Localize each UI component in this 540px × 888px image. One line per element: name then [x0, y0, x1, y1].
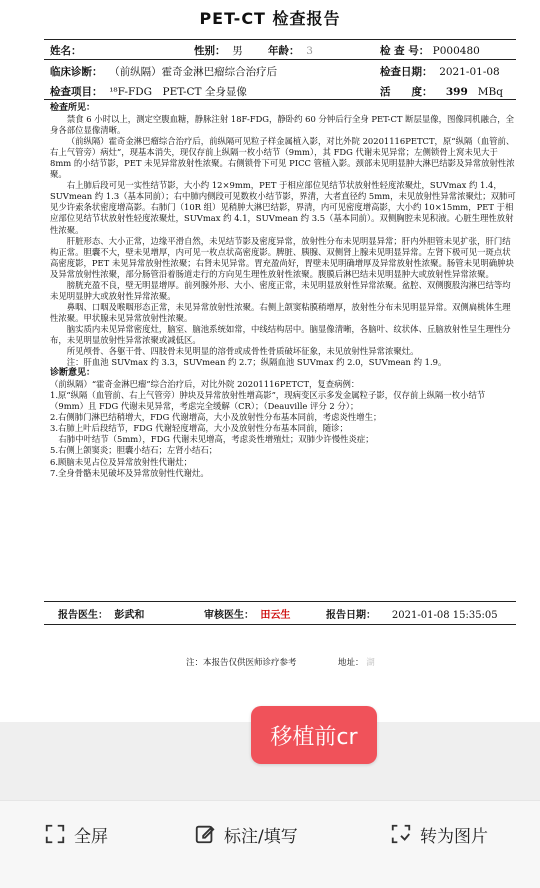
divider	[44, 59, 516, 60]
fullscreen-label: 全屏	[74, 826, 108, 847]
diagnosis-line: 5.右侧上颌窦炎；胆囊小结石；左肾小结石；	[50, 445, 218, 456]
diagnosis-line: 6.顾脑未见占位及异常放射性代谢灶；	[50, 456, 192, 467]
annotate-label: 标注/填写	[224, 826, 298, 847]
divider	[44, 99, 516, 100]
diagnosis-field: 临床诊断： （前纵隔）霍奇金淋巴瘤综合治疗后	[50, 66, 278, 78]
activity-field: 活 度： 399 MBq	[380, 86, 503, 98]
reporter-field: 报告医生： 彭武和	[58, 610, 145, 621]
divider	[44, 601, 516, 602]
diagnosis-line: 7.全身骨骼未见破坏及异常放射性代谢灶。	[50, 467, 209, 478]
diagnosis-line: 1.原“纵隔（血管前、右上气管旁）肿块及异常放射性增高影”，现病变区示多发金属粒子影，仅存前上纵隔一枚小结节（9mm）且 FDG 代谢未见异常，考虑完全缓解（CR）；（Deauville 评分 2 分）；	[50, 390, 486, 412]
fullscreen-icon	[44, 823, 66, 845]
fullscreen-button[interactable]	[44, 821, 108, 847]
diagnosis-line: 2.右侧肺门淋巴结稍增大，FDG 代谢增高，大小及放射性分布基本同前，考虑炎性增生；	[50, 412, 382, 423]
finding-paragraph: 右上肺后段可见一实性结节影，大小约 12×9mm，PET 于相应部位见结节状放射性轻度浓聚灶，SUVmax 约 1.4，SUVmean 约 1.3（基本同前）；右中肺内侧段可见数枚小结节影，界清，大者直径约 5mm，未见放射性异常浓聚灶；双肺可见少许索条状密度增高影。右肺门（10R 组）见稍肿大淋巴结影，界清，内可见密度增高影，大小约 10×15mm，PET 于相应部位见结节状放射性轻度浓聚灶，SUVmax 约 4.1，SUVmean 约 3.5（基本同前）。双侧胸腔未见积液。心脏生理性放射性浓聚。	[50, 180, 516, 235]
exam-no-field: 检 查 号： P000480	[380, 45, 480, 57]
annotate-button[interactable]	[194, 821, 298, 847]
age-field: 年龄： 3	[268, 45, 313, 57]
report-body	[50, 103, 516, 479]
finding-paragraph: （前纵隔）霍奇金淋巴瘤综合治疗后，前纵隔可见粒子样金属植入影，对比外院 20201116PETCT，原“纵隔（血管前、右上气管旁）病灶”，现基本消失，现仅存前上纵隔一枚小结节（9mm），其 FDG 代谢未见异常；左侧锁骨上窝未见大于 8mm 的小结节影，PET 未见异常放射性浓聚。右侧锁骨下可见 PICC 管植入影。颈部未见明显肿大淋巴结影及异常放射性浓聚。	[50, 136, 515, 180]
report-date-field: 报告日期： 2021-01-08 15:35:05	[326, 610, 498, 621]
findings-title: 检查所见：	[50, 103, 96, 113]
to-image-label: 转为图片	[420, 826, 488, 847]
diagnosis-line: 右肺中叶结节（5mm），FDG 代谢未见增高，考虑炎性增殖灶；双肺少许慢性炎症；	[50, 434, 374, 445]
exam-item-field: 检查项目： ¹⁸F-FDG PET-CT 全身显像	[50, 86, 247, 98]
finding-paragraph: 肝脏形态、大小正常，边缘平滑自然，未见结节影及密度异常，放射性分布未见明显异常；肝内外胆管未见扩张，肝门结构正常。胆囊不大，壁未见增厚，内可见一枚点状高密度影。脾脏、胰腺、双侧肾上腺未见明显异常。左肾下极可见一斑点状高密度影，PET 未见异常放射性浓聚；右肾未见异常。胃充盈尚好，胃壁未见明确增厚及异常放射性浓聚。肠管未见明确肿块及异常放射性浓聚，部分肠管沿着肠道走行的方向见生理性放射性浓聚。腹膜后淋巴结未见明显肿大或放射性异常浓聚。	[50, 235, 514, 279]
finding-paragraph: 膀胱充盈不良，壁无明显增厚。前列腺外形、大小、密度正常，未见明显放射性异常浓聚。盆腔、双侧腹股沟淋巴结等均未见明显肿大或放射性异常浓聚。	[50, 279, 511, 301]
disclaimer-note: 注：本报告仅供医师诊疗参考	[186, 658, 297, 668]
transplant-cr-button[interactable]: 移植前cr	[251, 706, 377, 764]
sex-field: 性别： 男	[194, 45, 243, 57]
name-field: 姓名：	[50, 45, 82, 57]
diagnosis-line: 3.右肺上叶后段结节，FDG 代谢轻度增高，大小及放射性分布基本同前，随诊；	[50, 423, 348, 434]
edit-icon	[194, 823, 216, 845]
convert-to-image-button[interactable]	[390, 821, 488, 847]
finding-paragraph: 脑实质内未见异常密度灶，脑室、脑池系统如常，中线结构居中。脑显像清晰，各脑叶、纹状体、丘脑放射性呈生理性分布，未见明显放射性异常浓聚或减低区。	[50, 323, 511, 345]
finding-paragraph: 禁食 6 小时以上，测定空腹血糖，静脉注射 18F-FDG，静卧约 60 分钟后行全身 PET-CT 断层显像，图像同机融合，全身各部位显像清晰。	[50, 114, 515, 136]
finding-paragraph: 注：肝血池 SUVmax 约 3.3，SUVmean 约 2.7；纵隔血池 SUVmax 约 2.0，SUVmean 约 1.9。	[66, 357, 447, 368]
bottom-toolbar	[0, 800, 540, 867]
report-title: PET-CT 检查报告	[199, 9, 341, 28]
diagnosis-line: （前纵隔）“霍奇金淋巴瘤”综合治疗后，对比外院 20201116PETCT，复查病例：	[50, 379, 360, 390]
divider	[44, 624, 516, 625]
diagnosis-title: 诊断意见：	[50, 368, 96, 379]
reviewer-field: 审核医生： 田云生	[204, 610, 291, 621]
finding-paragraph: 鼻咽、口咽及喉咽形态正常，未见异常放射性浓聚。右侧上颌窦粘膜稍增厚，放射性分布未见明显异常。双侧扁桃体生理性浓聚。甲状腺未见异常放射性浓聚。	[50, 301, 511, 323]
finding-paragraph: 所见颅骨、各躯干骨、四肢骨未见明显的溶骨或成骨性骨质破坏征象，未见放射性异常浓聚灶。	[66, 346, 419, 357]
divider	[44, 39, 516, 40]
home-indicator-area	[0, 866, 540, 888]
image-convert-icon	[390, 823, 412, 845]
address-field: 地址： 湖	[338, 658, 375, 668]
exam-date-field: 检查日期： 2021-01-08	[380, 66, 500, 78]
